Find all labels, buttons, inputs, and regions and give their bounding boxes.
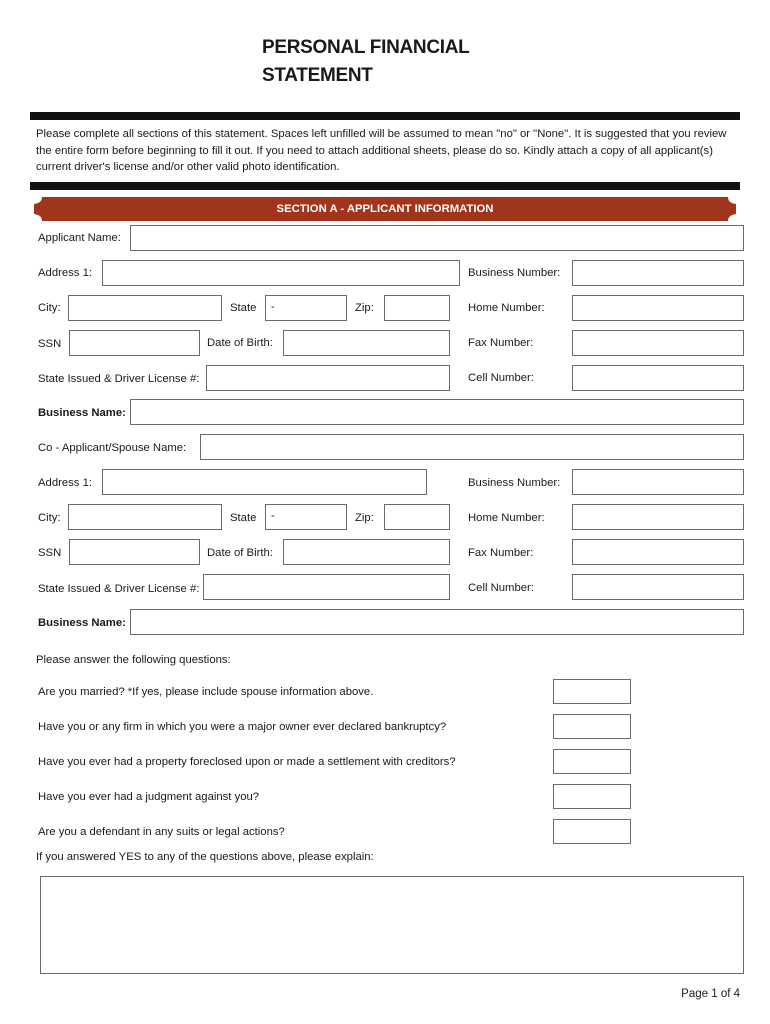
- applicant-zip-field[interactable]: [384, 295, 450, 321]
- intro-divider: [30, 182, 740, 190]
- title-line-1: PERSONAL FINANCIAL: [262, 37, 470, 58]
- coapplicant-business-name-label: Business Name:: [38, 617, 126, 629]
- applicant-business-number-label: Business Number:: [468, 267, 561, 279]
- coapplicant-fax-label: Fax Number:: [468, 547, 534, 559]
- coapplicant-zip-label: Zip:: [355, 512, 374, 524]
- coapplicant-state-field[interactable]: -: [265, 504, 347, 530]
- coapplicant-business-name-field[interactable]: [130, 609, 744, 635]
- explain-textarea[interactable]: [40, 876, 744, 974]
- question-foreclosure: Have you ever had a property foreclosed upon or made a settlement with creditors?: [38, 756, 456, 768]
- intro-text: Please complete all sections of this statement. Spaces left unfilled will be assumed to mean "no" or "None". It is suggested that you review the entire form before beginning to fill it out. If you need to attach additional sheets, please do so. Kindly attach a copy of all applicant(s) current driver's license and/or other valid photo identification.: [36, 128, 727, 173]
- applicant-home-number-label: Home Number:: [468, 302, 545, 314]
- applicant-address-field[interactable]: [102, 260, 460, 286]
- applicant-license-label: State Issued & Driver License #:: [38, 373, 200, 385]
- applicant-dob-field[interactable]: [283, 330, 450, 356]
- title-line-2: STATEMENT: [262, 65, 373, 86]
- question-lawsuits: Are you a defendant in any suits or legal actions?: [38, 826, 285, 838]
- questions-intro: Please answer the following questions:: [36, 654, 231, 666]
- applicant-business-name-field[interactable]: [130, 399, 744, 425]
- explain-label: If you answered YES to any of the questions above, please explain:: [36, 851, 374, 863]
- top-divider: [30, 112, 740, 120]
- section-a-title: SECTION A - APPLICANT INFORMATION: [276, 203, 494, 215]
- coapplicant-address-label: Address 1:: [38, 477, 93, 489]
- question-married: Are you married? *If yes, please include spouse information above.: [38, 686, 374, 698]
- coapplicant-cell-label: Cell Number:: [468, 582, 534, 594]
- applicant-cell-field[interactable]: [572, 365, 744, 391]
- coapplicant-city-field[interactable]: [68, 504, 222, 530]
- coapplicant-fax-field[interactable]: [572, 539, 744, 565]
- coapplicant-business-number-field[interactable]: [572, 469, 744, 495]
- coapplicant-dob-label: Date of Birth:: [207, 547, 273, 559]
- page-title: [262, 34, 469, 90]
- coapplicant-home-number-label: Home Number:: [468, 512, 545, 524]
- coapplicant-name-field[interactable]: [200, 434, 744, 460]
- applicant-business-number-field[interactable]: [572, 260, 744, 286]
- applicant-fax-label: Fax Number:: [468, 337, 534, 349]
- applicant-fax-field[interactable]: [572, 330, 744, 356]
- coapplicant-zip-field[interactable]: [384, 504, 450, 530]
- coapplicant-city-label: City:: [38, 512, 61, 524]
- applicant-city-label: City:: [38, 302, 61, 314]
- applicant-ssn-label: SSN: [38, 338, 62, 350]
- applicant-state-label: State: [230, 302, 257, 314]
- coapplicant-ssn-label: SSN: [38, 547, 62, 559]
- answer-foreclosure-field[interactable]: [553, 749, 631, 774]
- applicant-zip-label: Zip:: [355, 302, 374, 314]
- question-bankruptcy: Have you or any firm in which you were a major owner ever declared bankruptcy?: [38, 721, 447, 733]
- coapplicant-license-field[interactable]: [203, 574, 450, 600]
- applicant-ssn-field[interactable]: [69, 330, 200, 356]
- page-number: Page 1 of 4: [681, 988, 740, 1000]
- coapplicant-ssn-field[interactable]: [69, 539, 200, 565]
- coapplicant-home-number-field[interactable]: [572, 504, 744, 530]
- applicant-dob-label: Date of Birth:: [207, 337, 273, 349]
- applicant-business-name-label: Business Name:: [38, 407, 126, 419]
- answer-lawsuits-field[interactable]: [553, 819, 631, 844]
- answer-bankruptcy-field[interactable]: [553, 714, 631, 739]
- applicant-city-field[interactable]: [68, 295, 222, 321]
- applicant-name-label: Applicant Name:: [38, 232, 121, 244]
- applicant-state-field[interactable]: -: [265, 295, 347, 321]
- applicant-address-label: Address 1:: [38, 267, 93, 279]
- applicant-cell-label: Cell Number:: [468, 372, 534, 384]
- coapplicant-dob-field[interactable]: [283, 539, 450, 565]
- coapplicant-address-field[interactable]: [102, 469, 427, 495]
- coapplicant-license-label: State Issued & Driver License #:: [38, 583, 200, 595]
- applicant-name-field[interactable]: [130, 225, 744, 251]
- applicant-license-field[interactable]: [206, 365, 450, 391]
- answer-married-field[interactable]: [553, 679, 631, 704]
- applicant-home-number-field[interactable]: [572, 295, 744, 321]
- coapplicant-cell-field[interactable]: [572, 574, 744, 600]
- coapplicant-state-label: State: [230, 512, 257, 524]
- coapplicant-business-number-label: Business Number:: [468, 477, 561, 489]
- coapplicant-name-label: Co - Applicant/Spouse Name:: [38, 442, 187, 454]
- answer-judgment-field[interactable]: [553, 784, 631, 809]
- question-judgment: Have you ever had a judgment against you?: [38, 791, 260, 803]
